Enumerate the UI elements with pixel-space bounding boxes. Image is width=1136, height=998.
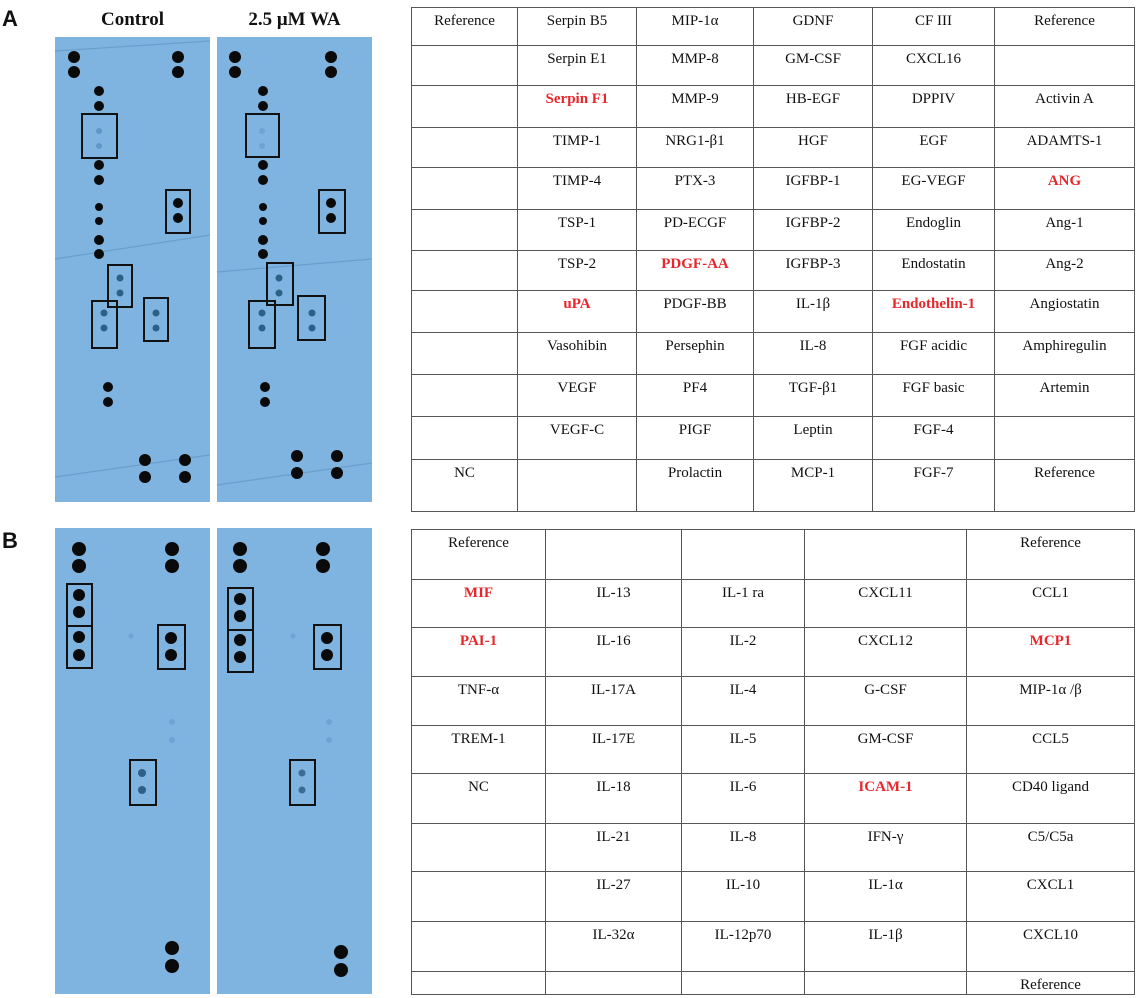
table-cell: MCP-1 [754, 460, 873, 512]
array-spot [258, 175, 268, 185]
reference-spot [165, 941, 179, 955]
array-spot [326, 737, 332, 743]
table-cell [412, 46, 518, 86]
table-cell: CCL5 [967, 726, 1135, 774]
table-cell: IFN-γ [805, 824, 967, 872]
table-cell: FGF-7 [873, 460, 995, 512]
array-spot [165, 649, 177, 661]
array-spot [234, 610, 246, 622]
table-cell [995, 46, 1135, 86]
array-spot [173, 213, 183, 223]
table-cell [412, 872, 546, 922]
table-cell: Persephin [637, 333, 754, 375]
array-spot [103, 397, 113, 407]
array-spot [73, 631, 85, 643]
panel-b-letter: B [2, 528, 18, 553]
membrane-b-control [55, 528, 210, 994]
array-spot [73, 589, 85, 601]
array-spot [96, 128, 102, 134]
table-cell [412, 922, 546, 972]
array-spot [95, 203, 103, 211]
table-cell: Serpin E1 [518, 46, 637, 86]
table-cell: TNF-α [412, 677, 546, 726]
array-spot [117, 290, 124, 297]
table-cell [995, 417, 1135, 460]
array-spot [258, 249, 268, 259]
panel-a-letter: A [2, 6, 18, 31]
table-cell: CD40 ligand [967, 774, 1135, 824]
array-spot [173, 198, 183, 208]
table-cell: IL-21 [546, 824, 682, 872]
table-row [412, 774, 1135, 824]
table-cell: Leptin [754, 417, 873, 460]
table-cell: IL-1β [805, 922, 967, 972]
table-cell: GM-CSF [754, 46, 873, 86]
table-cell [412, 375, 518, 417]
table-cell: CXCL1 [967, 872, 1135, 922]
table-cell: GDNF [754, 8, 873, 46]
highlight-box [92, 301, 117, 348]
table-cell: VEGF [518, 375, 637, 417]
array-spot [138, 769, 146, 777]
reference-spot [334, 963, 348, 977]
table-cell: Reference [412, 8, 518, 46]
table-cell: FGF basic [873, 375, 995, 417]
table-row [412, 677, 1135, 726]
table-cell [412, 128, 518, 168]
table-cell: IL-32α [546, 922, 682, 972]
array-spot [101, 325, 108, 332]
table-cell: Endothelin-1 [873, 291, 995, 333]
array-spot [94, 86, 104, 96]
table-cell: Activin A [995, 86, 1135, 128]
label-treated: 2.5 μM WA [248, 9, 341, 30]
reference-spot [325, 51, 337, 63]
antibody-map-table-b [411, 529, 1135, 995]
highlight-box [298, 296, 325, 340]
table-cell [546, 530, 682, 580]
membrane-scratch [55, 235, 210, 259]
array-spot [259, 325, 266, 332]
table-cell: Ang-2 [995, 251, 1135, 291]
table-cell [412, 417, 518, 460]
array-spot [326, 719, 332, 725]
table-cell: ADAMTS-1 [995, 128, 1135, 168]
table-cell [412, 251, 518, 291]
array-spot [234, 634, 246, 646]
table-cell: TGF-β1 [754, 375, 873, 417]
array-spot [117, 275, 124, 282]
highlight-box [130, 760, 156, 805]
array-spot [276, 290, 283, 297]
reference-spot [331, 450, 343, 462]
table-cell [412, 291, 518, 333]
reference-spot [139, 454, 151, 466]
highlight-box [82, 114, 117, 158]
table-row [412, 726, 1135, 774]
table-cell: MMP-9 [637, 86, 754, 128]
array-spot [259, 128, 265, 134]
reference-spot [72, 542, 86, 556]
table-cell [682, 530, 805, 580]
table-cell: CXCL11 [805, 580, 967, 628]
array-spot [103, 382, 113, 392]
table-cell: IL-12p70 [682, 922, 805, 972]
table-cell: MMP-8 [637, 46, 754, 86]
table-cell: IL-8 [754, 333, 873, 375]
membrane-b-treated-svg [217, 528, 372, 994]
table-cell: CXCL16 [873, 46, 995, 86]
table-cell [412, 86, 518, 128]
table-cell: IL-2 [682, 628, 805, 677]
reference-spot [68, 66, 80, 78]
table-cell: G-CSF [805, 677, 967, 726]
membrane-a-control [55, 37, 210, 502]
array-spot [299, 770, 306, 777]
table-cell: PTX-3 [637, 168, 754, 210]
table-cell: CXCL10 [967, 922, 1135, 972]
table-cell: PDGF-BB [637, 291, 754, 333]
table-cell: Endostatin [873, 251, 995, 291]
array-spot [309, 325, 316, 332]
array-spot [234, 651, 246, 663]
table-row [412, 922, 1135, 972]
membrane-scratch [217, 259, 372, 272]
table-cell: TSP-1 [518, 210, 637, 251]
highlight-box [246, 114, 279, 157]
table-cell: IL-17E [546, 726, 682, 774]
membrane-a-treated-svg [217, 37, 372, 502]
table-row [412, 46, 1135, 86]
array-spot [94, 249, 104, 259]
array-spot [73, 606, 85, 618]
table-cell: PD-ECGF [637, 210, 754, 251]
table-cell: DPPIV [873, 86, 995, 128]
reference-spot [172, 66, 184, 78]
reference-spot [172, 51, 184, 63]
table-cell: TSP-2 [518, 251, 637, 291]
table-cell: NRG1-β1 [637, 128, 754, 168]
table-cell: MCP1 [967, 628, 1135, 677]
array-spot [138, 786, 146, 794]
table-cell: IL-1 ra [682, 580, 805, 628]
array-spot [259, 203, 267, 211]
array-spot [326, 198, 336, 208]
membrane-b-control-svg [55, 528, 210, 994]
table-cell: PDGF-AA [637, 251, 754, 291]
table-cell: NC [412, 774, 546, 824]
table-cell [412, 168, 518, 210]
table-cell: Reference [412, 530, 546, 580]
table-cell: IL-4 [682, 677, 805, 726]
array-spot [95, 217, 103, 225]
array-spot [299, 787, 306, 794]
table-cell: FGF-4 [873, 417, 995, 460]
membrane-scratch [55, 41, 210, 51]
table-cell: IL-17A [546, 677, 682, 726]
table-cell [412, 824, 546, 872]
array-spot [258, 160, 268, 170]
array-spot [94, 160, 104, 170]
table-row [412, 168, 1135, 210]
table-cell: Endoglin [873, 210, 995, 251]
table-cell: ICAM-1 [805, 774, 967, 824]
table-cell: FGF acidic [873, 333, 995, 375]
table-cell: NC [412, 460, 518, 512]
table-cell: IL-18 [546, 774, 682, 824]
table-cell: IL-10 [682, 872, 805, 922]
highlight-box [314, 625, 341, 669]
table-cell: ANG [995, 168, 1135, 210]
array-spot [321, 649, 333, 661]
reference-spot [165, 959, 179, 973]
table-row [412, 530, 1135, 580]
array-spot [73, 649, 85, 661]
reference-spot [316, 559, 330, 573]
table-cell: IL-1α [805, 872, 967, 922]
array-spot [94, 235, 104, 245]
table-cell: IL-1β [754, 291, 873, 333]
table-cell: CXCL12 [805, 628, 967, 677]
highlight-box [267, 263, 293, 305]
table-row [412, 580, 1135, 628]
table-cell: VEGF-C [518, 417, 637, 460]
table-cell: Angiostatin [995, 291, 1135, 333]
reference-spot [229, 66, 241, 78]
reference-spot [233, 542, 247, 556]
reference-spot [165, 559, 179, 573]
table-cell: IL-16 [546, 628, 682, 677]
reference-spot [165, 542, 179, 556]
table-cell: TIMP-1 [518, 128, 637, 168]
table-cell [412, 972, 546, 995]
table-cell: EG-VEGF [873, 168, 995, 210]
array-spot [260, 397, 270, 407]
table-cell: IL-8 [682, 824, 805, 872]
table-cell: Serpin B5 [518, 8, 637, 46]
table-row [412, 375, 1135, 417]
table-cell: Ang-1 [995, 210, 1135, 251]
highlight-box [158, 625, 185, 669]
table-row [412, 210, 1135, 251]
table-row [412, 972, 1135, 995]
reference-spot [316, 542, 330, 556]
table-row [412, 628, 1135, 677]
table-cell: IL-5 [682, 726, 805, 774]
table-cell: TIMP-4 [518, 168, 637, 210]
table-cell: TREM-1 [412, 726, 546, 774]
highlight-box [144, 298, 168, 341]
array-spot [94, 175, 104, 185]
array-spot [101, 310, 108, 317]
reference-spot [334, 945, 348, 959]
table-row [412, 251, 1135, 291]
table-cell: EGF [873, 128, 995, 168]
array-spot [153, 310, 160, 317]
reference-spot [179, 471, 191, 483]
array-spot [258, 101, 268, 111]
table-row [412, 872, 1135, 922]
array-spot [96, 143, 102, 149]
table-cell [546, 972, 682, 995]
reference-spot [179, 454, 191, 466]
reference-spot [139, 471, 151, 483]
table-cell: GM-CSF [805, 726, 967, 774]
table-cell: HGF [754, 128, 873, 168]
table-cell: IGFBP-1 [754, 168, 873, 210]
reference-spot [229, 51, 241, 63]
reference-spot [233, 559, 247, 573]
table-cell [518, 460, 637, 512]
table-cell: MIF [412, 580, 546, 628]
table-cell [682, 972, 805, 995]
table-row [412, 8, 1135, 46]
table-row [412, 417, 1135, 460]
reference-spot [325, 66, 337, 78]
array-spot [259, 310, 266, 317]
array-spot [169, 737, 175, 743]
table-row [412, 128, 1135, 168]
table-cell [412, 333, 518, 375]
array-spot [259, 143, 265, 149]
highlight-box [319, 190, 345, 233]
reference-spot [291, 467, 303, 479]
array-spot [153, 325, 160, 332]
table-cell: IL-13 [546, 580, 682, 628]
table-cell: Vasohibin [518, 333, 637, 375]
table-cell: PAI-1 [412, 628, 546, 677]
table-cell: PIGF [637, 417, 754, 460]
array-spot [321, 632, 333, 644]
reference-spot [72, 559, 86, 573]
table-cell: C5/C5a [967, 824, 1135, 872]
membrane-b-treated [217, 528, 372, 994]
reference-spot [68, 51, 80, 63]
highlight-box [290, 760, 315, 805]
array-spot [276, 275, 283, 282]
table-cell: Reference [967, 530, 1135, 580]
table-cell [412, 210, 518, 251]
array-spot [260, 382, 270, 392]
table-cell: IL-27 [546, 872, 682, 922]
array-spot [326, 213, 336, 223]
table-cell: IL-6 [682, 774, 805, 824]
table-cell: HB-EGF [754, 86, 873, 128]
reference-spot [291, 450, 303, 462]
array-spot [309, 310, 316, 317]
table-cell: Amphiregulin [995, 333, 1135, 375]
table-cell: Artemin [995, 375, 1135, 417]
table-cell: Reference [967, 972, 1135, 995]
table-row [412, 291, 1135, 333]
reference-spot [331, 467, 343, 479]
table-cell: MIP-1α /β [967, 677, 1135, 726]
highlight-box [166, 190, 190, 233]
table-cell: Reference [995, 460, 1135, 512]
table-cell [805, 972, 967, 995]
table-cell [805, 530, 967, 580]
array-spot [259, 217, 267, 225]
table-cell: Reference [995, 8, 1135, 46]
array-spot [258, 86, 268, 96]
label-control: Control [101, 9, 164, 30]
array-spot [94, 101, 104, 111]
table-cell: CCL1 [967, 580, 1135, 628]
table-cell: MIP-1α [637, 8, 754, 46]
membrane-a-treated [217, 37, 372, 502]
array-spot [169, 719, 175, 725]
table-row [412, 86, 1135, 128]
table-cell: IGFBP-3 [754, 251, 873, 291]
table-row [412, 460, 1135, 512]
table-cell: PF4 [637, 375, 754, 417]
array-spot [258, 235, 268, 245]
array-spot [234, 593, 246, 605]
antibody-map-table-a [411, 7, 1135, 512]
array-spot [291, 634, 296, 639]
table-row [412, 824, 1135, 872]
membrane-a-control-svg [55, 37, 210, 502]
table-cell: CF III [873, 8, 995, 46]
table-cell: Prolactin [637, 460, 754, 512]
array-spot [129, 634, 134, 639]
table-cell: uPA [518, 291, 637, 333]
table-row [412, 333, 1135, 375]
array-spot [165, 632, 177, 644]
table-cell: Serpin F1 [518, 86, 637, 128]
table-cell: IGFBP-2 [754, 210, 873, 251]
